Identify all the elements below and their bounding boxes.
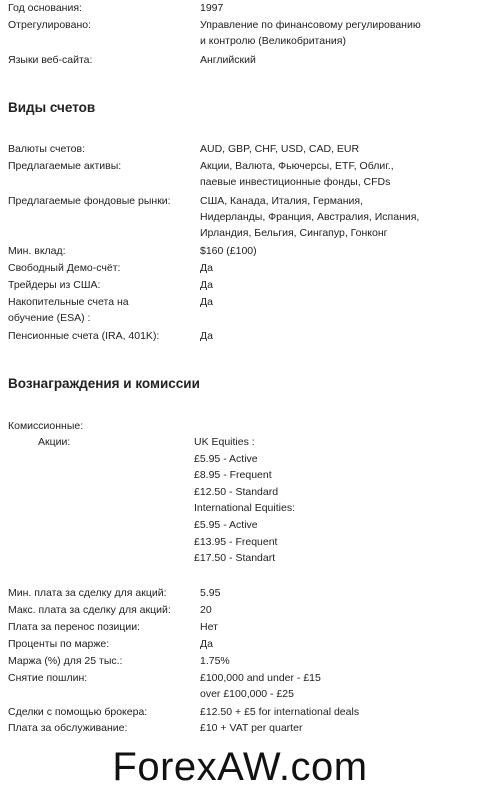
rollover-value: Нет [200,621,218,633]
regulated-value-line: Управление по финансовому регулированию [200,19,421,31]
min-trade-label: Мин. плата за сделку для акций: [8,587,167,599]
withdrawal-value-line: over £100,000 - £25 [200,688,294,700]
demo-value: Да [200,262,213,274]
stock-fee-item: £5.95 - Active [194,452,258,465]
regulated-value-line: и контролю (Великобритания) [200,35,346,47]
assets-label: Предлагаемые активы: [8,160,122,172]
margin-interest-value: Да [200,638,213,650]
us-traders-label: Трейдеры из США: [8,279,101,291]
markets-label: Предлагаемые фондовые рынки: [8,195,171,207]
min-deposit-value: $160 (£100) [200,245,257,257]
withdrawal-label: Снятие пошлин: [8,672,88,684]
languages-label: Языки веб-сайта: [8,54,93,66]
service-value: £10 + VAT per quarter [200,722,303,734]
margin-value: 1.75% [200,655,230,667]
regulated-value [200,17,478,49]
esa-label [8,294,198,326]
markets-value-line: Нидерланды, Франция, Австралия, Испания, [200,211,420,223]
markets-value-line: Ирландия, Бельгия, Сингапур, Гонконг [200,227,388,239]
pension-value: Да [200,330,213,342]
broker-deals-label: Сделки с помощью брокера: [8,706,148,718]
stock-fee-item: £13.95 - Frequent [194,535,278,548]
stock-fee-item: UK Equities : [194,436,255,448]
commissions-label: Комиссионные: [8,420,84,432]
watermark-logo: ForexAW.com [112,745,368,789]
broker-deals-value: £12.50 + £5 for international deals [200,706,360,718]
currencies-value: AUD, GBP, CHF, USD, CAD, EUR [200,143,360,155]
max-trade-label: Макс. плата за сделку для акций: [8,604,171,616]
stocks-label: Акции: [38,436,71,448]
regulated-label: Отрегулировано: [8,19,92,31]
esa-value: Да [200,296,213,308]
margin-interest-label: Проценты по марже: [8,638,110,650]
stock-fee-item: International Equities: [194,502,295,515]
markets-value [200,193,478,241]
languages-value: Английский [200,54,256,66]
service-label: Плата за обслуживание: [8,722,128,734]
esa-label-line: Накопительные счета на [8,296,129,308]
esa-label-line: обучение (ESA) : [8,312,91,324]
accounts-heading: Виды счетов [8,100,96,115]
assets-value-line: паевые инвестиционные фонды, CFDs [200,176,391,188]
currencies-label: Валюты счетов: [8,143,86,155]
assets-value [200,158,478,190]
withdrawal-value-line: £100,000 and under - £15 [200,672,321,684]
fees-heading: Вознаграждения и комиссии [8,376,200,391]
margin-label: Маржа (%) для 25 тыс.: [8,655,123,667]
stock-fees-list [194,434,295,567]
withdrawal-value [200,670,478,702]
founded-label: Год основания: [8,2,82,14]
pension-label: Пенсионные счета (IRA, 401K): [8,330,160,342]
demo-label: Свободный Демо-счёт: [8,262,121,274]
stock-fee-item: £8.95 - Frequent [194,469,272,482]
us-traders-value: Да [200,279,213,291]
assets-value-line: Акции, Валюта, Фьючерсы, ETF, Облиг., [200,160,394,172]
stock-fee-item: £12.50 - Standard [194,485,279,498]
markets-value-line: США, Канада, Италия, Германия, [200,195,364,207]
stock-fee-item: £5.95 - Active [194,518,258,531]
stock-fee-item: £17.50 - Standart [194,552,276,565]
min-trade-value: 5.95 [200,587,221,599]
founded-value: 1997 [200,2,224,14]
min-deposit-label: Мин. вклад: [8,245,66,257]
rollover-label: Плата за перенос позиции: [8,621,141,633]
max-trade-value: 20 [200,604,212,616]
